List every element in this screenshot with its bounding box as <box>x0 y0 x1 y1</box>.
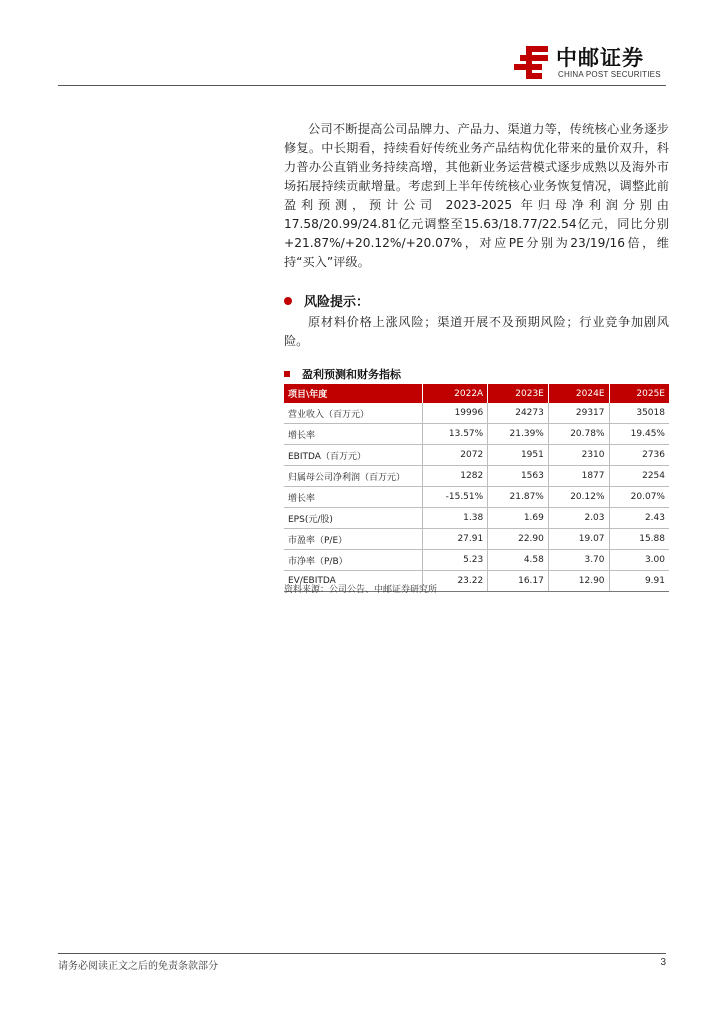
table-title: 盈利预测和财务指标 <box>302 368 401 381</box>
table-cell: 20.07% <box>609 487 669 508</box>
table-cell: 1877 <box>548 466 609 487</box>
table-header-cell: 2025E <box>609 384 669 403</box>
table-cell: 19.07 <box>548 529 609 550</box>
table-source-note: 资料来源：公司公告、中邮证券研究所 <box>284 585 438 595</box>
table-cell: 1.69 <box>488 508 549 529</box>
table-cell: 2072 <box>423 445 488 466</box>
table-row <box>284 550 669 571</box>
table-row <box>284 445 669 466</box>
table-cell: 35018 <box>609 403 669 424</box>
financial-forecast-table <box>284 384 669 592</box>
footer-disclaimer: 请务必阅读正文之后的免责条款部分 <box>58 961 218 972</box>
risk-section-heading <box>284 291 369 310</box>
table-cell-label: EV/EBITDA <box>284 571 423 592</box>
table-cell: 21.39% <box>488 424 549 445</box>
table-cell: 2.03 <box>548 508 609 529</box>
table-cell: 1951 <box>488 445 549 466</box>
table-cell: 24273 <box>488 403 549 424</box>
table-cell: -15.51% <box>423 487 488 508</box>
header-divider <box>58 85 666 86</box>
logo-chinese-name: 中邮证券 <box>556 46 644 70</box>
table-row <box>284 403 669 424</box>
table-cell-label: 营业收入（百万元） <box>284 403 423 424</box>
table-cell: 12.90 <box>548 571 609 592</box>
table-cell: 2310 <box>548 445 609 466</box>
table-cell: 5.23 <box>423 550 488 571</box>
table-cell: 1.38 <box>423 508 488 529</box>
table-cell: 19996 <box>423 403 488 424</box>
company-logo <box>512 42 672 82</box>
table-heading <box>284 366 401 382</box>
table-cell-label: 归属母公司净利润（百万元） <box>284 466 423 487</box>
table-cell: 27.91 <box>423 529 488 550</box>
table-cell: 13.57% <box>423 424 488 445</box>
table-cell-label: EPS(元/股) <box>284 508 423 529</box>
table-cell: 16.17 <box>488 571 549 592</box>
footer-divider <box>58 953 666 954</box>
table-cell: 4.58 <box>488 550 549 571</box>
table-cell: 22.90 <box>488 529 549 550</box>
table-cell-label: 增长率 <box>284 487 423 508</box>
page-number: 3 <box>660 957 666 968</box>
table-cell: 20.78% <box>548 424 609 445</box>
table-cell: 15.88 <box>609 529 669 550</box>
risk-text: 原材料价格上涨风险；渠道开展不及预期风险；行业竞争加剧风险。 <box>284 315 669 348</box>
table-cell-label: 市盈率（P/E） <box>284 529 423 550</box>
table-row <box>284 424 669 445</box>
table-cell: 2254 <box>609 466 669 487</box>
bullet-dot-icon <box>284 297 292 305</box>
table-cell-label: EBITDA（百万元） <box>284 445 423 466</box>
table-header-row <box>284 384 669 403</box>
investment-summary-paragraph: 公司不断提高公司品牌力、产品力、渠道力等，传统核心业务逐步修复。中长期看，持续看好传统业务产品结构优化带来的量价双升，科力普办公直销业务持续高增，其他新业务运营模式逐步成熟以及海外市场拓展持续贡献增量。考虑到上半年传统核心业务恢复情况，调整此前盈利预测，预计公司 2023-2025 年归母净利润分别由17.58/20.99/24.81亿元调整至15.63/18.77/22.54亿元，同比分别+21.87%/+20.12%/+20.07%，对应PE分别为23/19/16倍，维持“买入”评级。 <box>284 122 669 269</box>
table-cell: 19.45% <box>609 424 669 445</box>
china-post-logo-icon <box>512 44 552 80</box>
table-row <box>284 466 669 487</box>
table-cell: 21.87% <box>488 487 549 508</box>
risk-title: 风险提示： <box>304 295 370 310</box>
table-cell-label: 市净率（P/B） <box>284 550 423 571</box>
table-header-cell: 项目\年度 <box>284 384 423 403</box>
table-cell: 20.12% <box>548 487 609 508</box>
table-cell: 3.00 <box>609 550 669 571</box>
table-row <box>284 487 669 508</box>
table-header-cell: 2023E <box>488 384 549 403</box>
table-cell: 3.70 <box>548 550 609 571</box>
table-cell: 2736 <box>609 445 669 466</box>
table-header-cell: 2022A <box>423 384 488 403</box>
table-cell: 1282 <box>423 466 488 487</box>
table-cell: 2.43 <box>609 508 669 529</box>
table-cell: 1563 <box>488 466 549 487</box>
table-cell: 9.91 <box>609 571 669 592</box>
table-header-cell: 2024E <box>548 384 609 403</box>
table-row <box>284 508 669 529</box>
bullet-square-icon <box>284 371 290 377</box>
table-row <box>284 529 669 550</box>
logo-english-name: CHINA POST SECURITIES <box>558 70 661 79</box>
table-cell: 29317 <box>548 403 609 424</box>
table-cell: 23.22 <box>423 571 488 592</box>
table-cell-label: 增长率 <box>284 424 423 445</box>
